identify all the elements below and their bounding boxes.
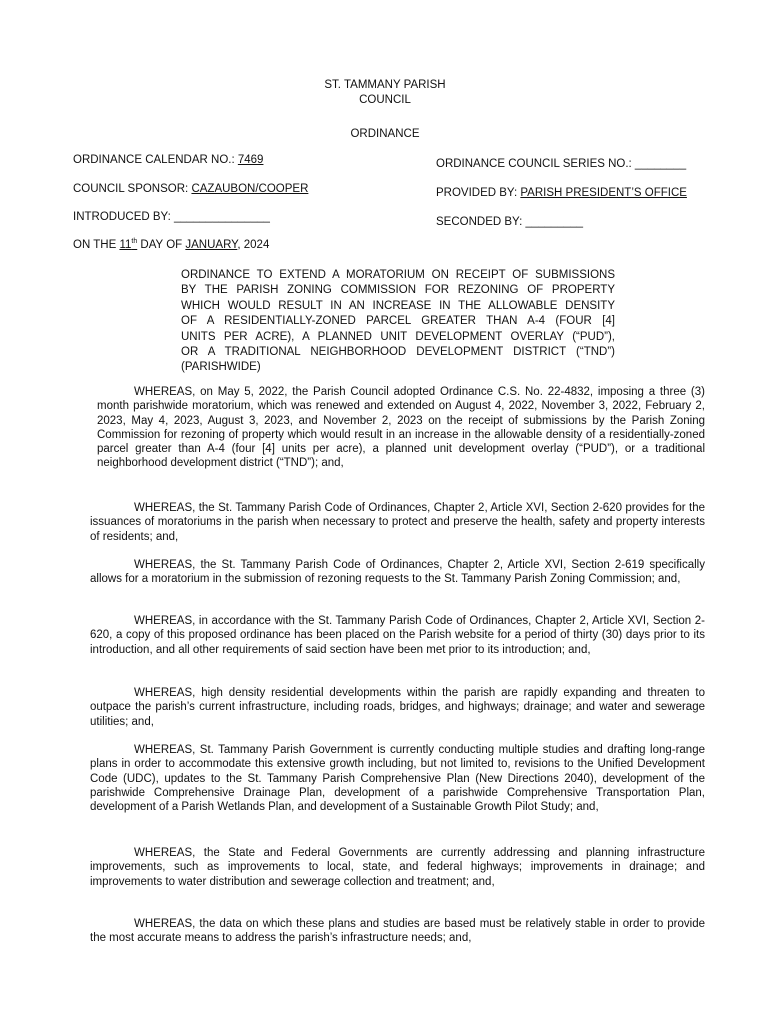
seconded-by: SECONDED BY: _________	[436, 216, 584, 228]
ordinance-title	[181, 268, 615, 376]
whereas-paragraph: WHEREAS, the State and Federal Governments are currently addressing and planning infrastructure improvements, such as improvements to local, state, and federal highways; improvements in drainage; and improvements to water distribution and sewerage collection and treatment; and,	[90, 847, 705, 888]
parish-heading: ST. TAMMANY PARISH	[324, 79, 446, 91]
provided-by: PROVIDED BY: PARISH PRESIDENT’S OFFICE	[436, 187, 687, 199]
council-heading: COUNCIL	[359, 94, 411, 106]
whereas-paragraph: WHEREAS, St. Tammany Parish Government is currently conducting multiple studies and drafting long-range plans in order to accommodate this extensive growth including, but not limited to, revisions to the Unified Development Code (UDC), updates to the St. Tammany Parish Comprehensive Plan (New Directions 2040), development of the parishwide Comprehensive Drainage Plan, development of a parishwide Comprehensive Transportation Plan, development of a Parish Wetlands Plan, and development of a Sustainable Growth Pilot Study; and,	[90, 744, 705, 814]
series-number: ORDINANCE COUNCIL SERIES NO.: ________	[436, 158, 687, 170]
council-sponsor: COUNCIL SPONSOR: CAZAUBON/COOPER	[73, 183, 309, 195]
whereas-paragraph: WHEREAS, high density residential developments within the parish are rapidly expanding and threaten to outpace the parish’s current infrastructure, including roads, bridges, and highways; drainage; and water and sewerage utilities; and,	[90, 687, 705, 728]
title-line: UNITS PER ACRE), A PLANNED UNIT DEVELOPMENT OVERLAY (“PUD”),	[181, 330, 615, 343]
title-line: (PARISHWIDE)	[181, 361, 261, 374]
whereas-paragraph: WHEREAS, in accordance with the St. Tammany Parish Code of Ordinances, Chapter 2, Article XVI, Section 2-620, a copy of this proposed ordinance has been placed on the Parish website for a period of thirty (30) days prior to its introduction, and all other requirements of said section have been met prior to its introduction; and,	[90, 615, 705, 656]
whereas-paragraph: WHEREAS, the data on which these plans and studies are based must be relatively stable in order to provide the most accurate means to address the parish’s infrastructure needs; and,	[90, 918, 705, 945]
calendar-number: ORDINANCE CALENDAR NO.: 7469	[73, 154, 264, 166]
whereas-paragraph: WHEREAS, on May 5, 2022, the Parish Council adopted Ordinance C.S. No. 22-4832, imposing a three (3) month parishwide moratorium, which was renewed and extended on August 4, 2022, November 3, 2022, February 2, 2023, May 4, 2023, August 3, 2023, and November 2, 2023 on the receipt of submissions by the Parish Zoning Commission for rezoning of property which would result in an increase in the allowable density of a residentially-zoned parcel greater than A-4 (four [4] units per acre), a planned unit development overlay (“PUD”), or a traditional neighborhood development district (“TND”); and,	[97, 386, 705, 470]
introduced-by: INTRODUCED BY: _______________	[73, 211, 270, 223]
council-sponsor-value: CAZAUBON/COOPER	[191, 183, 309, 195]
whereas-paragraph: WHEREAS, the St. Tammany Parish Code of Ordinances, Chapter 2, Article XVI, Section 2-620 provides for the issuances of moratoriums in the parish when necessary to protect and preserve the health, safety and property interests of residents; and,	[90, 502, 705, 543]
provided-by-value: PARISH PRESIDENT’S OFFICE	[520, 187, 687, 199]
title-line: OF A RESIDENTIALLY-ZONED PARCEL GREATER THAN A-4 (FOUR [4]	[181, 315, 615, 328]
title-line: BY THE PARISH ZONING COMMISSION FOR REZONING OF PROPERTY	[181, 284, 615, 297]
title-line: OR A TRADITIONAL NEIGHBORHOOD DEVELOPMENT DISTRICT (“TND”)	[181, 346, 615, 359]
meeting-date: ON THE 11th DAY OF JANUARY, 2024	[73, 238, 270, 251]
date-day: 11th	[119, 238, 138, 251]
document-type-heading: ORDINANCE	[350, 128, 420, 140]
date-month: JANUARY	[185, 239, 238, 251]
calendar-number-value: 7469	[237, 154, 264, 166]
title-line: WHICH WOULD RESULT IN AN INCREASE IN THE ALLOWABLE DENSITY	[181, 299, 615, 312]
whereas-paragraph: WHEREAS, the St. Tammany Parish Code of Ordinances, Chapter 2, Article XVI, Section 2-619 specifically allows for a moratorium in the submission of rezoning requests to the St. Tammany Parish Zoning Commission; and,	[90, 559, 705, 586]
title-line: ORDINANCE TO EXTEND A MORATORIUM ON RECEIPT OF SUBMISSIONS	[181, 269, 615, 281]
